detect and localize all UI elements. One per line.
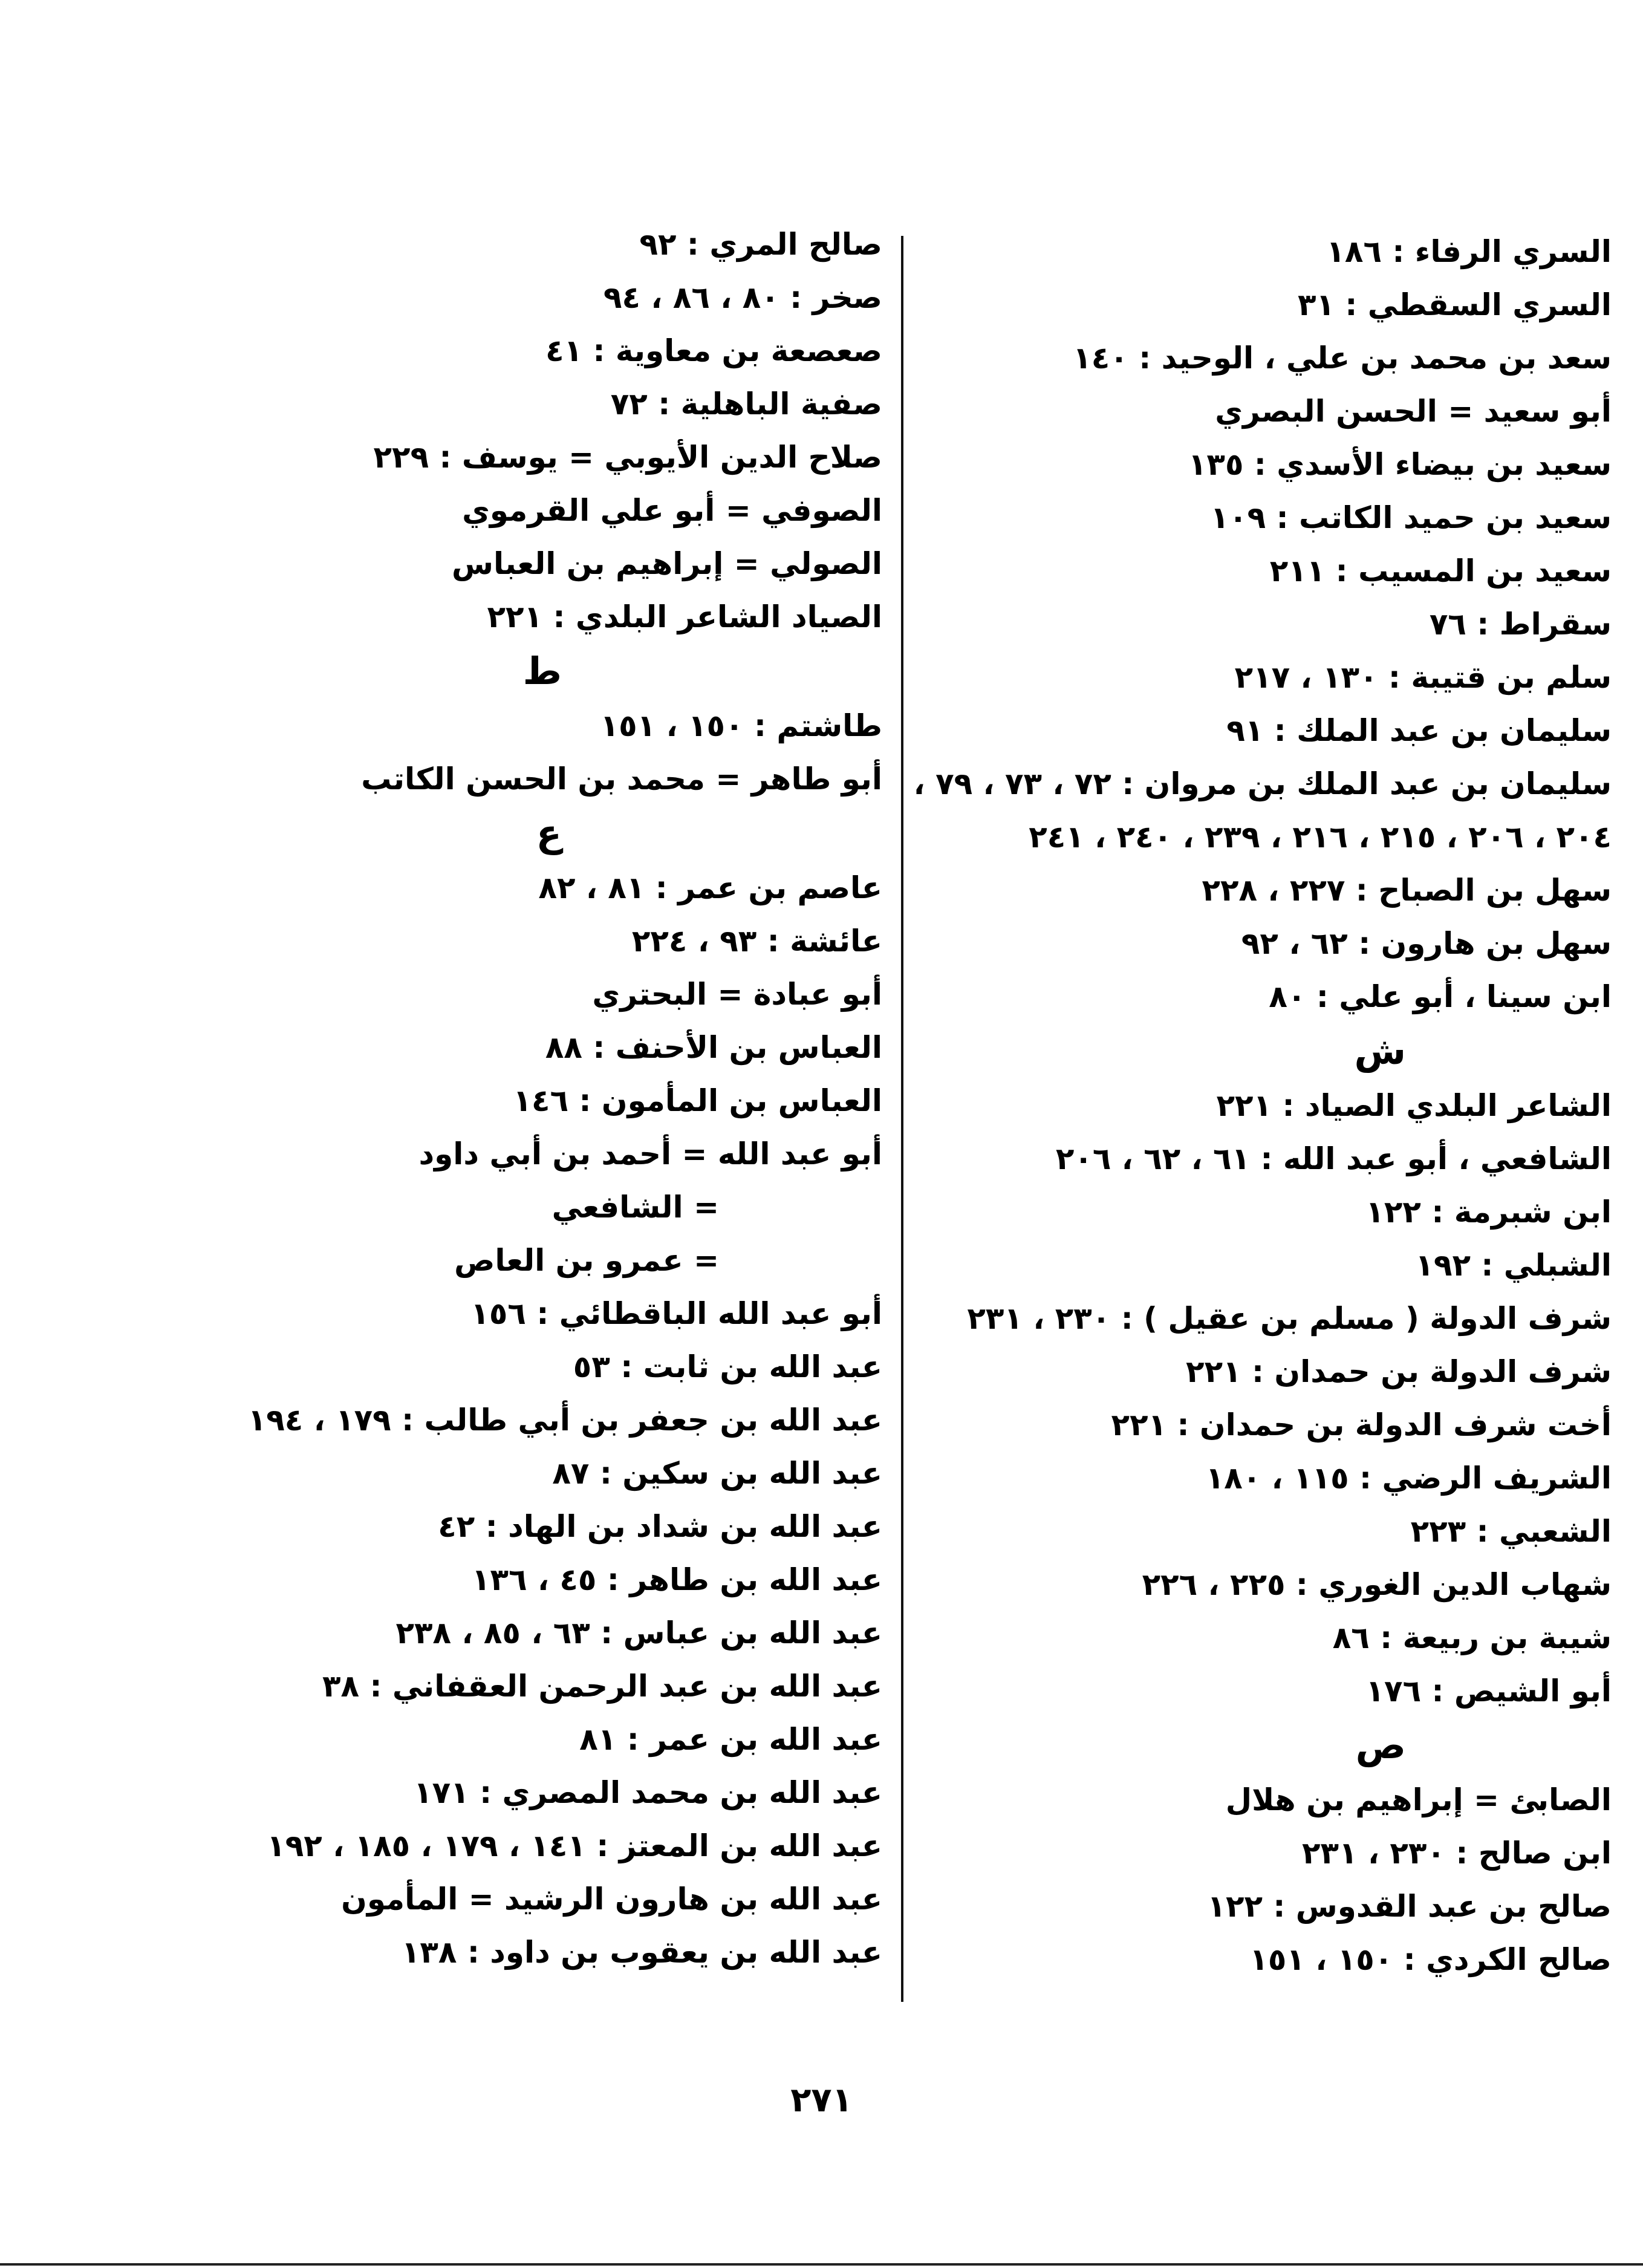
- index-entry: أبو سعيد = الحسن البصري: [1215, 394, 1612, 429]
- index-entry: عبد الله بن محمد المصري : ١٧١: [414, 1775, 882, 1810]
- index-entry: سعد بن محمد بن علي ، الوحيد : ١٤٠: [1073, 341, 1612, 376]
- index-entry: أبو عبد الله الباقطائي : ١٥٦: [470, 1296, 882, 1331]
- index-entry: العباس بن الأحنف : ٨٨: [545, 1030, 882, 1065]
- index-entry: صفية الباهلية : ٧٢: [610, 386, 882, 422]
- index-entry: صالح بن عبد القدوس : ١٢٢: [1207, 1889, 1612, 1924]
- index-entry: سقراط : ٧٦: [1429, 607, 1612, 642]
- index-entry: صالح الكردي : ١٥٠ ، ١٥١: [1249, 1942, 1612, 1977]
- index-entry: عبد الله بن سكين : ٨٧: [552, 1456, 882, 1491]
- index-entry: عبد الله بن جعفر بن أبي طالب : ١٧٩ ، ١٩٤: [247, 1403, 882, 1438]
- index-entry: الشبلي : ١٩٢: [1415, 1248, 1612, 1283]
- index-entry: الشاعر البلدي الصياد : ٢٢١: [1216, 1088, 1612, 1123]
- index-entry: سليمان بن عبد الملك : ٩١: [1226, 713, 1612, 748]
- index-column-right: [881, 225, 1643, 1986]
- index-entry: سهل بن هارون : ٦٢ ، ٩٢: [1241, 926, 1612, 961]
- index-entry: صعصعة بن معاوية : ٤١: [545, 333, 882, 368]
- index-entry: سعيد بن المسيب : ٢١١: [1269, 553, 1612, 588]
- index-entry: عبد الله بن عباس : ٦٣ ، ٨٥ ، ٢٣٨: [395, 1615, 882, 1650]
- index-entry: عبد الله بن عبد الرحمن العقفاني : ٣٨: [322, 1669, 882, 1704]
- index-entry: أخت شرف الدولة بن حمدان : ٢٢١: [1111, 1407, 1612, 1442]
- index-column-left: [0, 218, 905, 1979]
- index-entry: سعيد بن حميد الكاتب : ١٠٩: [1210, 500, 1612, 535]
- index-entry: عائشة : ٩٣ ، ٢٢٤: [631, 924, 882, 959]
- index-entry: الصوفي = أبو علي القرموي: [462, 493, 882, 528]
- index-entry: عبد الله بن ثابت : ٥٣: [573, 1349, 882, 1384]
- index-entry: السري السقطي : ٣١: [1297, 287, 1612, 322]
- section-letter-heading: ع: [536, 811, 562, 855]
- index-subentry: = الشافعي: [551, 1190, 719, 1225]
- index-entry: عبد الله بن يعقوب بن داود : ١٣٨: [401, 1935, 882, 1970]
- index-entry: الصولي = إبراهيم بن العباس: [452, 546, 882, 581]
- index-entry: عبد الله بن عمر : ٨١: [579, 1722, 882, 1757]
- index-entry: عبد الله بن المعتز : ١٤١ ، ١٧٩ ، ١٨٥ ، ١٩٢: [267, 1828, 882, 1863]
- index-entry: عبد الله بن هارون الرشيد = المأمون: [341, 1882, 882, 1917]
- index-entry: الشافعي ، أبو عبد الله : ٦١ ، ٦٢ ، ٢٠٦: [1055, 1141, 1612, 1176]
- index-entry: الشعبي : ٢٢٣: [1410, 1514, 1612, 1549]
- index-entry: العباس بن المأمون : ١٤٦: [513, 1083, 882, 1118]
- index-entry: صالح المري : ٩٢: [639, 227, 882, 262]
- index-entry: السري الرفاء : ١٨٦: [1326, 234, 1612, 269]
- index-entry: أبو الشيص : ١٧٦: [1365, 1673, 1612, 1709]
- index-subentry: = عمرو بن العاص: [454, 1243, 719, 1278]
- index-entry: ابن شبرمة : ١٢٢: [1365, 1194, 1612, 1230]
- index-entry: صلاح الدين الأيوبي = يوسف : ٢٢٩: [373, 440, 882, 475]
- index-entry: شهاب الدين الغوري : ٢٢٥ ، ٢٢٦: [1142, 1567, 1612, 1602]
- index-entry: أبو عبادة = البحتري: [592, 977, 882, 1012]
- index-entry: عبد الله بن طاهر : ٤٥ ، ١٣٦: [472, 1562, 882, 1597]
- index-entry: الصياد الشاعر البلدي : ٢٢١: [487, 599, 882, 634]
- index-entry: صخر : ٨٠ ، ٨٦ ، ٩٤: [603, 280, 882, 315]
- index-entry: الشريف الرضي : ١١٥ ، ١٨٠: [1205, 1461, 1612, 1496]
- index-entry: طاشتم : ١٥٠ ، ١٥١: [600, 708, 882, 743]
- index-entry-continuation: ٢٠٤ ، ٢٠٦ ، ٢١٥ ، ٢١٦ ، ٢٣٩ ، ٢٤٠ ، ٢٤١: [1029, 820, 1612, 855]
- index-entry: سليمان بن عبد الملك بن مروان : ٧٢ ، ٧٣ ، ٧٩ ،: [913, 766, 1612, 801]
- index-entry: سلم بن قتيبة : ١٣٠ ، ٢١٧: [1234, 660, 1612, 695]
- bottom-rule: [0, 2263, 1643, 2266]
- index-entry: سهل بن الصباح : ٢٢٧ ، ٢٢٨: [1202, 873, 1612, 908]
- index-entry: ابن سينا ، أبو علي : ٨٠: [1269, 979, 1612, 1014]
- index-entry: شيبة بن ربيعة : ٨٦: [1332, 1620, 1612, 1655]
- index-entry: عبد الله بن شداد بن الهاد : ٤٢: [438, 1509, 882, 1544]
- index-entry: أبو عبد الله = أحمد بن أبي داود: [418, 1136, 882, 1171]
- index-entry: ابن صالح : ٢٣٠ ، ٢٣١: [1302, 1836, 1612, 1871]
- index-entry: شرف الدولة بن حمدان : ٢٢١: [1186, 1354, 1612, 1389]
- section-letter-heading: ص: [1355, 1723, 1406, 1767]
- page-number: ٢٧١: [790, 2081, 853, 2120]
- section-letter-heading: ط: [522, 649, 562, 693]
- index-entry: شرف الدولة ( مسلم بن عقيل ) : ٢٣٠ ، ٢٣١: [967, 1301, 1612, 1336]
- index-entry: سعيد بن بيضاء الأسدي : ١٣٥: [1188, 447, 1612, 482]
- index-entry: أبو طاهر = محمد بن الحسن الكاتب: [361, 761, 882, 797]
- index-entry: الصابئ = إبراهيم بن هلال: [1225, 1782, 1612, 1817]
- index-entry: عاصم بن عمر : ٨١ ، ٨٢: [538, 870, 882, 905]
- section-letter-heading: ش: [1354, 1029, 1406, 1073]
